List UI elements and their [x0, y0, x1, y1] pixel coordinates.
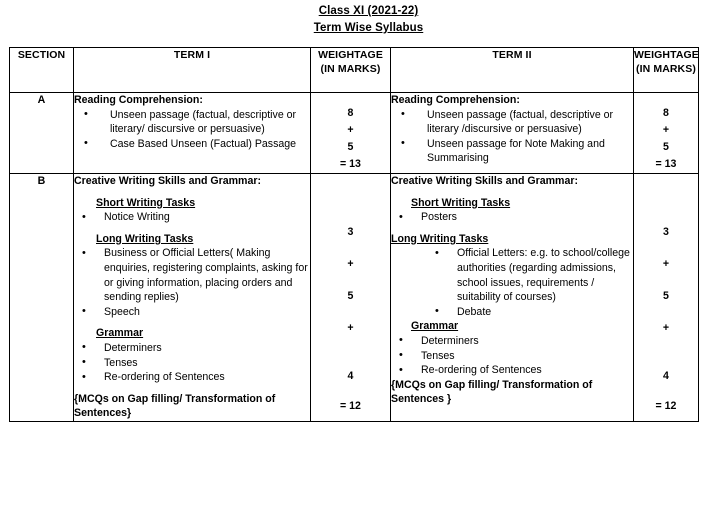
list-item: • Unseen passage (factual, descriptive or literary /discursive or persuasive) — [391, 108, 633, 137]
weightage-total: = 13 — [655, 158, 677, 170]
list-item: • Speech — [74, 305, 310, 320]
title-line-1: Class XI (2021-22) — [318, 5, 419, 17]
row-b-term2-grammar-label: Grammar — [411, 320, 459, 333]
table-header-row — [10, 48, 699, 93]
list-item: • Tenses — [74, 356, 310, 371]
weightage-value: 8 — [663, 107, 669, 119]
list-item: • Posters — [391, 210, 633, 225]
header-weightage-2-label: WEIGHTAGE — [634, 49, 699, 61]
weightage-value: 3 — [663, 226, 669, 238]
row-b-term2-short-tasks-list — [391, 210, 633, 225]
list-item: • Re-ordering of Sentences — [74, 370, 310, 385]
row-b-term1-long-tasks-label: Long Writing Tasks — [96, 232, 194, 245]
list-item: • Re-ordering of Sentences — [391, 363, 633, 378]
row-b-weightage-2 — [634, 174, 699, 422]
weightage-operator: + — [662, 322, 670, 334]
weightage-total: = 13 — [340, 158, 361, 170]
list-item: • Determiners — [74, 341, 310, 356]
row-a-term2-heading: Reading Comprehension: — [391, 94, 520, 106]
row-b-term1-grammar-list — [74, 341, 310, 385]
list-item: • Unseen passage for Note Making and Summarising — [391, 137, 633, 166]
header-weightage-1-sub: (IN MARKS) — [320, 63, 381, 75]
row-b-term1-short-tasks-label: Short Writing Tasks — [96, 196, 196, 209]
weightage-value: 5 — [347, 141, 354, 153]
row-b-term2-long-tasks-list — [391, 246, 633, 319]
header-weightage-1 — [311, 48, 391, 93]
table-row — [10, 93, 699, 174]
weightage-operator: + — [662, 124, 670, 136]
weightage-total: = 12 — [340, 400, 361, 412]
row-b-term2-long-tasks-label: Long Writing Tasks — [391, 232, 489, 245]
row-a-term1-list — [74, 108, 310, 152]
list-item: • Tenses — [391, 349, 633, 364]
weightage-value: 3 — [347, 226, 354, 238]
list-item: • Debate — [391, 305, 633, 320]
weightage-operator: + — [347, 258, 354, 270]
list-item: • Case Based Unseen (Factual) Passage — [74, 137, 310, 152]
row-b-term1-short-tasks-list — [74, 210, 310, 225]
row-b-term1-note: {MCQs on Gap filling/ Transformation of Sentences} — [74, 392, 276, 420]
row-b-term1-heading: Creative Writing Skills and Grammar: — [74, 175, 262, 187]
row-a-term2-content — [391, 93, 634, 174]
row-b-term1-content — [74, 174, 311, 422]
weightage-value: 4 — [663, 370, 669, 382]
weightage-value: 4 — [347, 370, 354, 382]
weightage-value: 5 — [347, 290, 354, 302]
syllabus-table — [9, 47, 699, 422]
row-b-section: B — [10, 174, 74, 422]
header-weightage-1-label: WEIGHTAGE — [318, 49, 383, 61]
row-a-weightage-2 — [634, 93, 699, 174]
header-term-1: TERM I — [74, 48, 311, 93]
row-b-term2-note: {MCQs on Gap filling/ Transformation of Sentences } — [391, 378, 593, 406]
header-weightage-2 — [634, 48, 699, 93]
weightage-operator: + — [347, 124, 354, 136]
row-b-term2-heading: Creative Writing Skills and Grammar: — [391, 175, 579, 187]
syllabus-table-wrapper — [9, 47, 698, 422]
list-item: • Notice Writing — [74, 210, 310, 225]
weightage-value: 5 — [663, 290, 669, 302]
header-weightage-2-sub: (IN MARKS) — [636, 63, 696, 75]
row-b-weightage-1 — [311, 174, 391, 422]
row-a-section: A — [10, 93, 74, 174]
table-row — [10, 174, 699, 422]
weightage-operator: + — [662, 258, 670, 270]
row-a-term1-heading: Reading Comprehension: — [74, 94, 203, 106]
row-b-term1-long-tasks-list — [74, 246, 310, 319]
header-section: SECTION — [10, 48, 74, 93]
row-a-term1-content — [74, 93, 311, 174]
weightage-total: = 12 — [655, 400, 677, 412]
row-a-weightage-1 — [311, 93, 391, 174]
row-b-term2-short-tasks-label: Short Writing Tasks — [411, 196, 511, 209]
row-b-term1-grammar-label: Grammar — [96, 327, 144, 340]
header-term-2: TERM II — [391, 48, 634, 93]
weightage-value: 8 — [347, 107, 354, 119]
row-a-term2-list — [391, 108, 633, 166]
document-title — [30, 0, 707, 37]
list-item: • Business or Official Letters( Making enquiries, registering complaints, asking for or giving information, placing orders and sending replies) — [74, 246, 310, 304]
weightage-value: 5 — [663, 141, 669, 153]
list-item: • Unseen passage (factual, descriptive or literary/ discursive or persuasive) — [74, 108, 310, 137]
title-line-2: Term Wise Syllabus — [313, 22, 424, 34]
row-b-term2-content — [391, 174, 634, 422]
row-b-term2-grammar-list — [391, 334, 633, 378]
list-item: • Official Letters: e.g. to school/college authorities (regarding admissions, school issues, requirements / suitability of courses) — [391, 246, 633, 304]
list-item: • Determiners — [391, 334, 633, 349]
weightage-operator: + — [347, 322, 354, 334]
